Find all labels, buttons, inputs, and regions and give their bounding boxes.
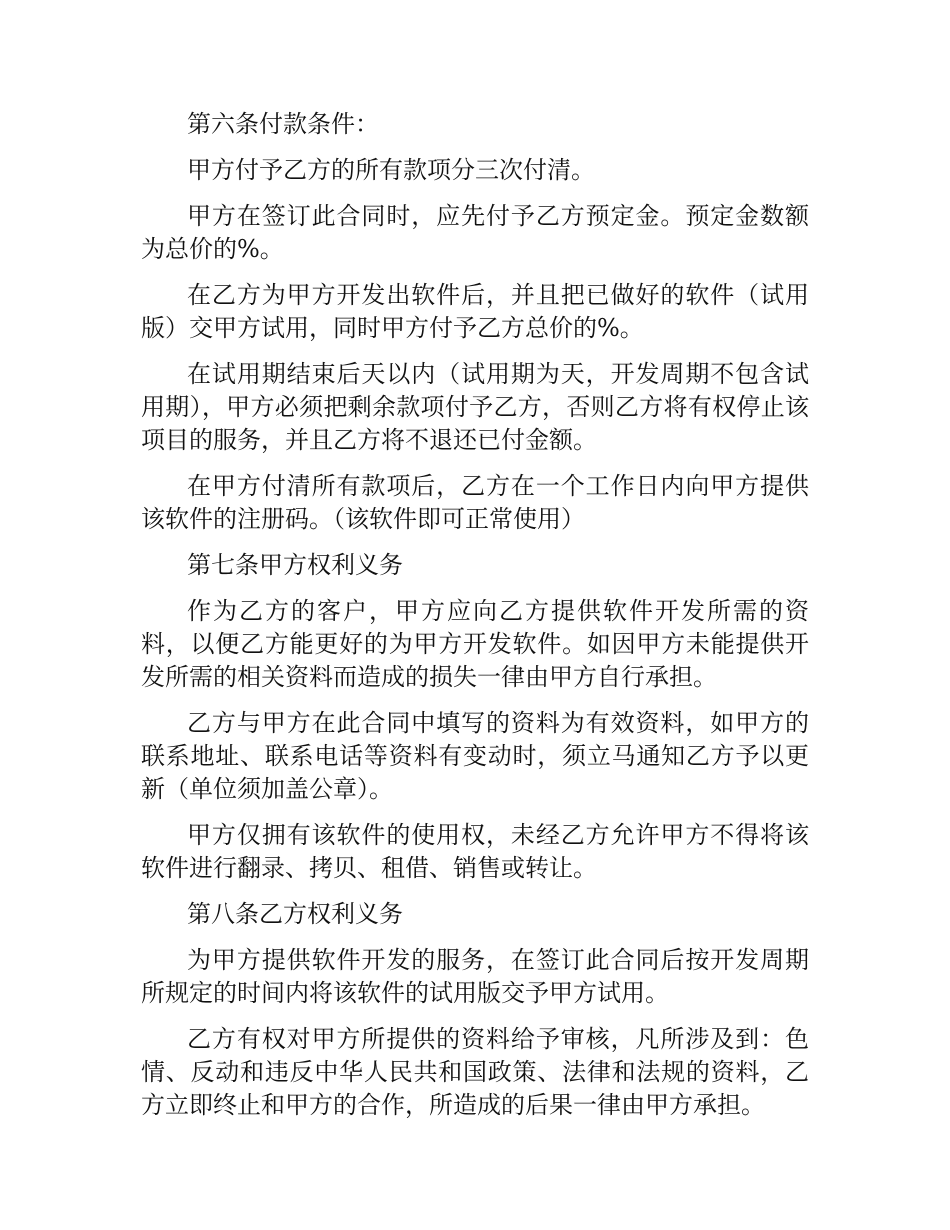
paragraph-material-review: 乙方有权对甲方所提供的资料给予审核，凡所涉及到：色情、反动和违反中华人民共和国政策、法律和法规的资料，乙方立即终止和甲方的合作，所造成的后果一律由甲方承担。 [141,1025,809,1119]
paragraph-registration-code: 在甲方付清所有款项后，乙方在一个工作日内向甲方提供该软件的注册码。（该软件即可正常使用） [141,472,809,533]
paragraph-trial-payment: 在乙方为甲方开发出软件后，并且把已做好的软件（试用版）交甲方试用，同时甲方付予乙方总价的%。 [141,281,809,342]
section-heading-article-7: 第七条甲方权利义务 [187,551,403,579]
paragraph-deposit: 甲方在签订此合同时，应先付予乙方预定金。预定金数额为总价的%。 [141,202,809,263]
paragraph-final-payment: 在试用期结束后天以内（试用期为天，开发周期不包含试用期），甲方必须把剩余款项付予乙方，否则乙方将有权停止该项目的服务，并且乙方将不退还已付金额。 [141,360,809,454]
paragraph-client-materials: 作为乙方的客户，甲方应向乙方提供软件开发所需的资料，以便乙方能更好的为甲方开发软件。如因甲方未能提供开发所需的相关资料而造成的损失一律由甲方自行承担。 [141,597,809,691]
section-heading-article-6: 第六条付款条件： [187,110,379,138]
paragraph-payment-installments: 甲方付予乙方的所有款项分三次付清。 [187,156,595,184]
paragraph-development-service: 为甲方提供软件开发的服务，在签订此合同后按开发周期所规定的时间内将该软件的试用版交予甲方试用。 [141,946,809,1007]
paragraph-valid-information: 乙方与甲方在此合同中填写的资料为有效资料，如甲方的联系地址、联系电话等资料有变动时，须立马通知乙方予以更新（单位须加盖公章）。 [141,709,809,803]
document-body [141,108,809,1135]
section-heading-article-8: 第八条乙方权利义务 [187,900,403,928]
paragraph-usage-rights: 甲方仅拥有该软件的使用权，未经乙方允许甲方不得将该软件进行翻录、拷贝、租借、销售或转让。 [141,821,809,882]
